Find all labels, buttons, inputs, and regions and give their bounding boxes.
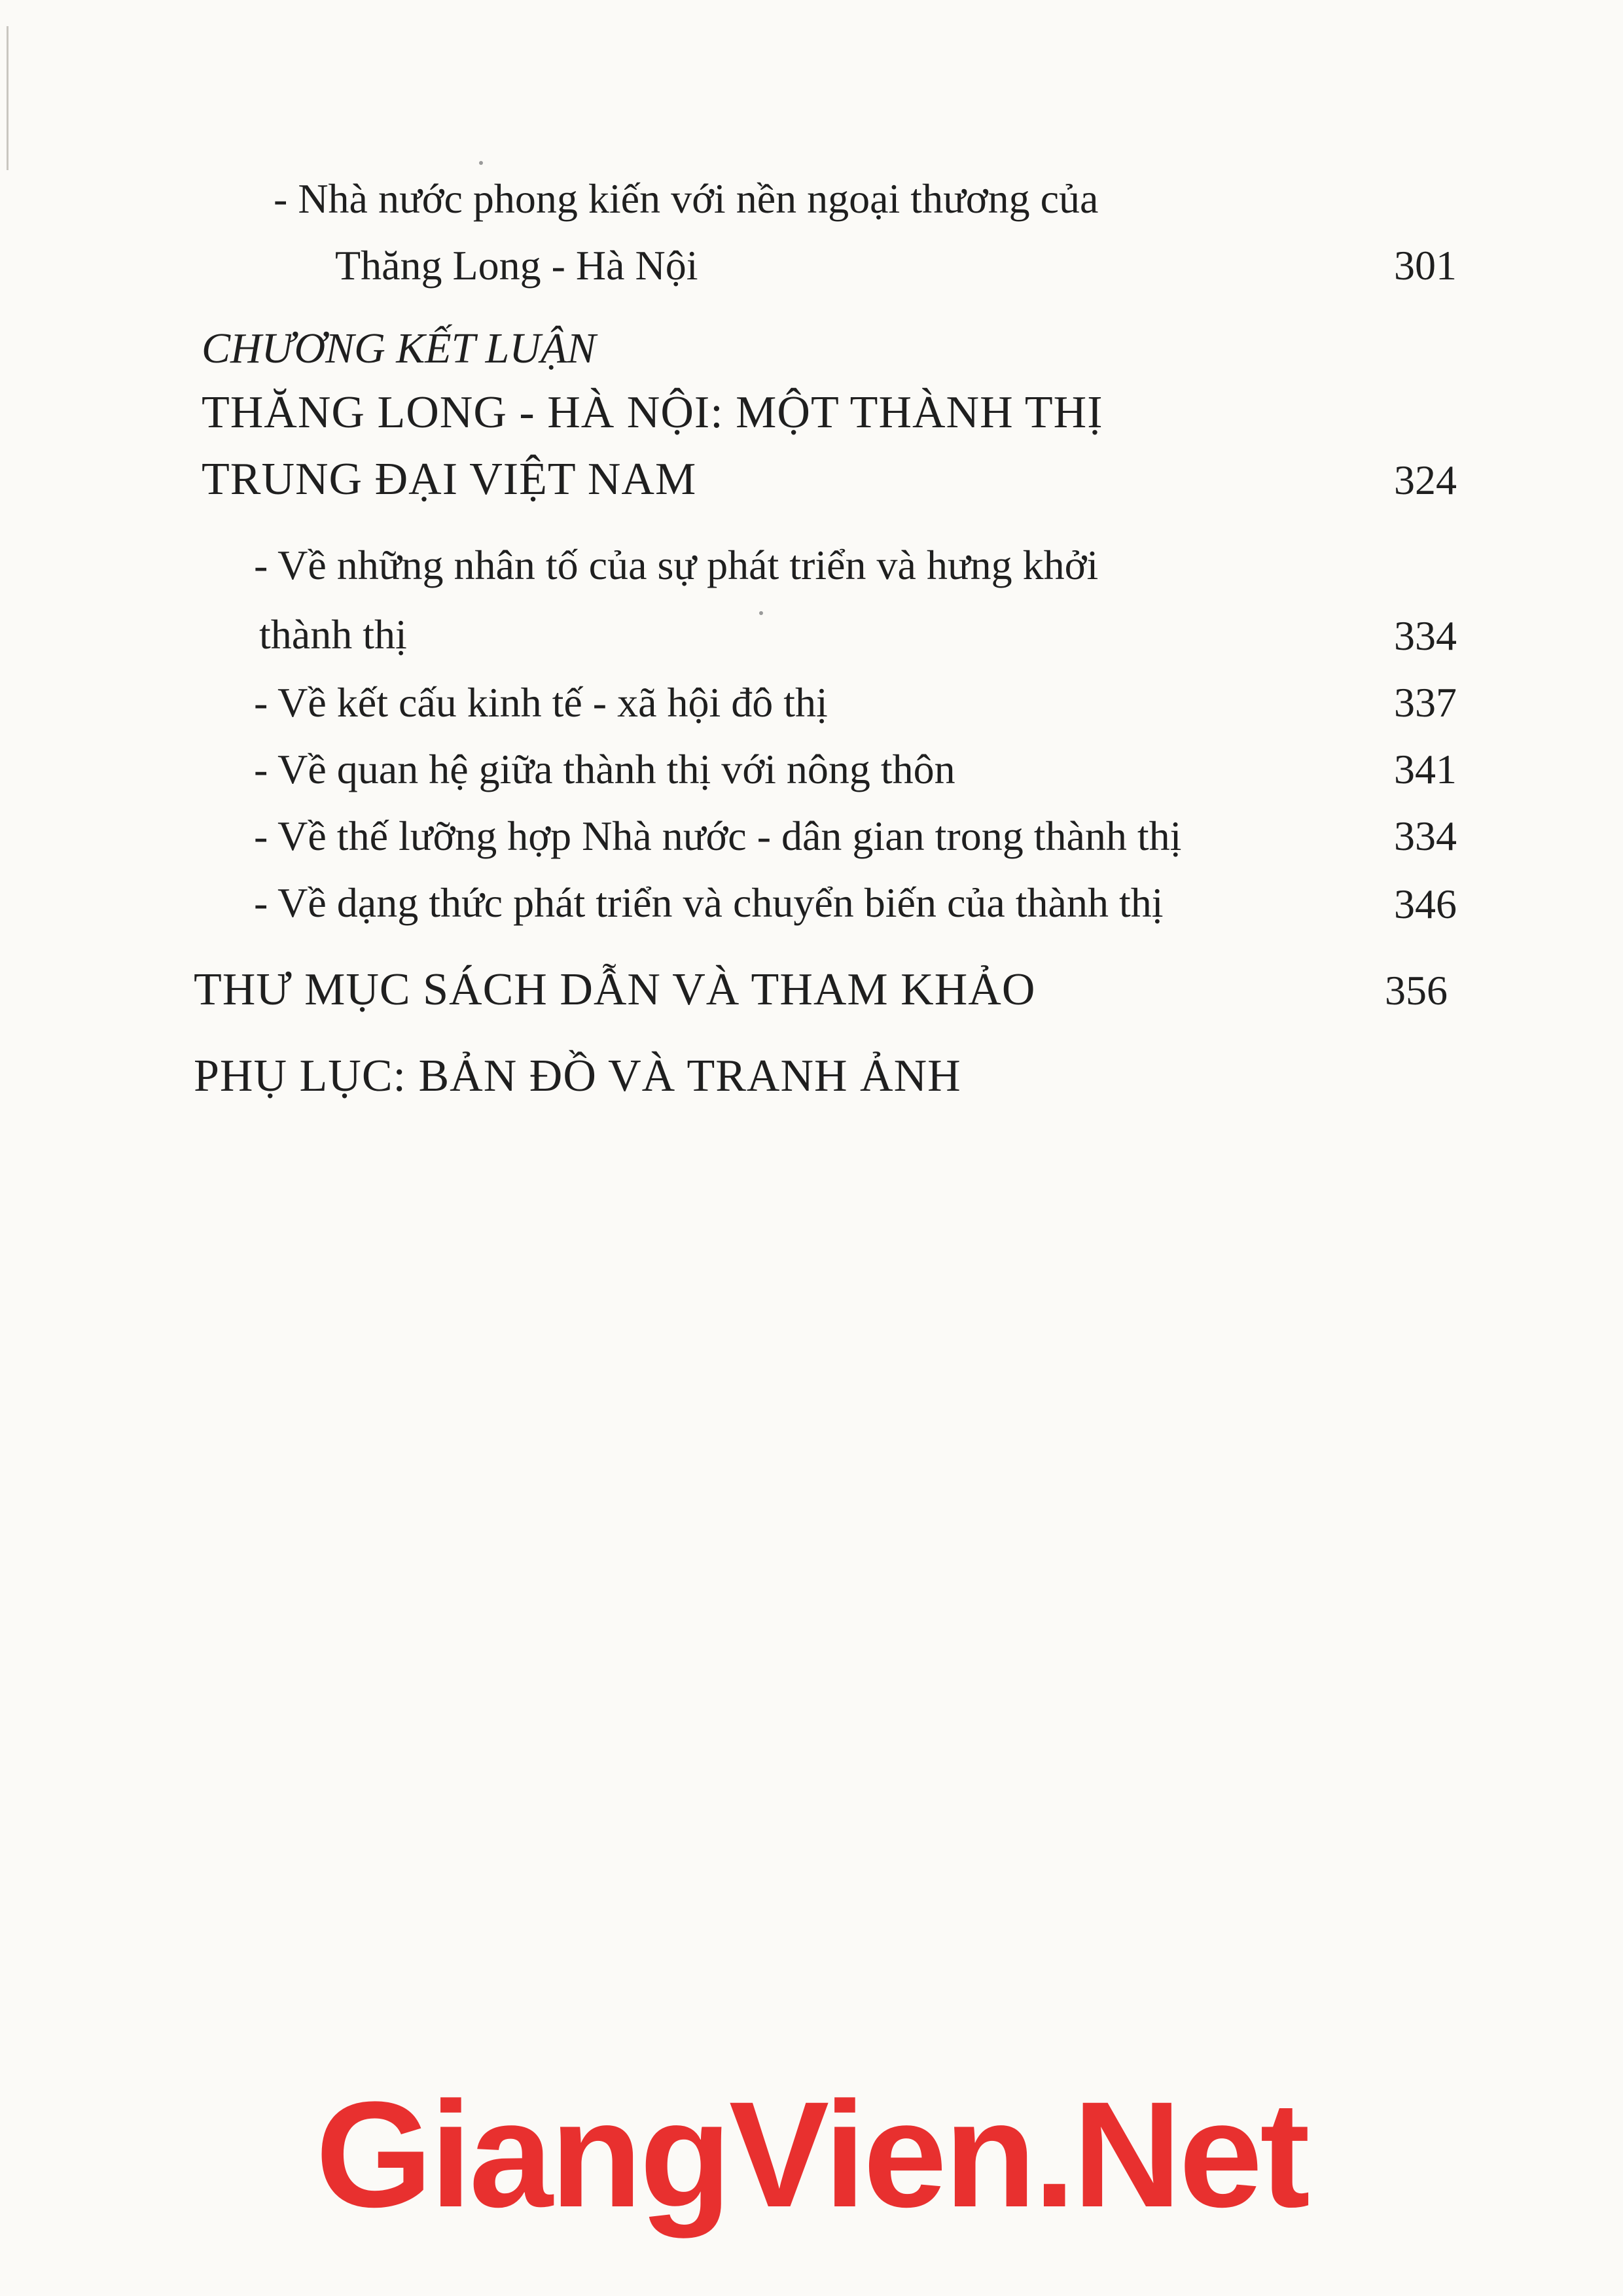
toc-page-number: 301 — [1394, 242, 1457, 289]
toc-page-number: 337 — [1394, 679, 1457, 726]
toc-entry-foreign-trade-line2: Thăng Long - Hà Nội — [335, 242, 698, 289]
chapter-title-line1: THĂNG LONG - HÀ NỘI: MỘT THÀNH THỊ — [202, 387, 1103, 438]
chapter-title-line2: TRUNG ĐẠI VIỆT NAM — [202, 454, 697, 504]
toc-page-number: 334 — [1394, 813, 1457, 859]
watermark-text: GiangVien.Net — [315, 2070, 1308, 2238]
toc-page-number: 346 — [1394, 881, 1457, 927]
toc-appendix: PHỤ LỤC: BẢN ĐỒ VÀ TRANH ẢNH — [194, 1051, 961, 1101]
toc-bibliography: THƯ MỤC SÁCH DẪN VÀ THAM KHẢO — [194, 964, 1036, 1015]
toc-page-number: 334 — [1394, 612, 1457, 659]
scan-edge-line — [7, 26, 9, 170]
scan-speck — [759, 611, 763, 615]
toc-page-number: 341 — [1394, 746, 1457, 792]
chapter-label: CHƯƠNG KẾT LUẬN — [202, 325, 596, 372]
toc-subentry-urban-rural: - Về quan hệ giữa thành thị với nông thôn — [254, 746, 955, 792]
toc-subentry-structure: - Về kết cấu kinh tế - xã hội đô thị — [254, 679, 828, 726]
toc-page-number: 356 — [1385, 967, 1448, 1014]
toc-subentry-development-forms: - Về dạng thức phát triển và chuyển biến của thành thị — [254, 879, 1164, 926]
toc-subentry-state-folk: - Về thế lưỡng hợp Nhà nước - dân gian trong thành thị — [254, 813, 1182, 859]
toc-subentry-factors-line2: thành thị — [259, 611, 407, 658]
scan-speck — [479, 161, 483, 165]
toc-page-number: 324 — [1394, 457, 1457, 503]
toc-subentry-factors-line1: - Về những nhân tố của sự phát triển và hưng khởi — [254, 542, 1099, 588]
toc-entry-foreign-trade-line1: - Nhà nước phong kiến với nền ngoại thương của — [274, 175, 1099, 222]
